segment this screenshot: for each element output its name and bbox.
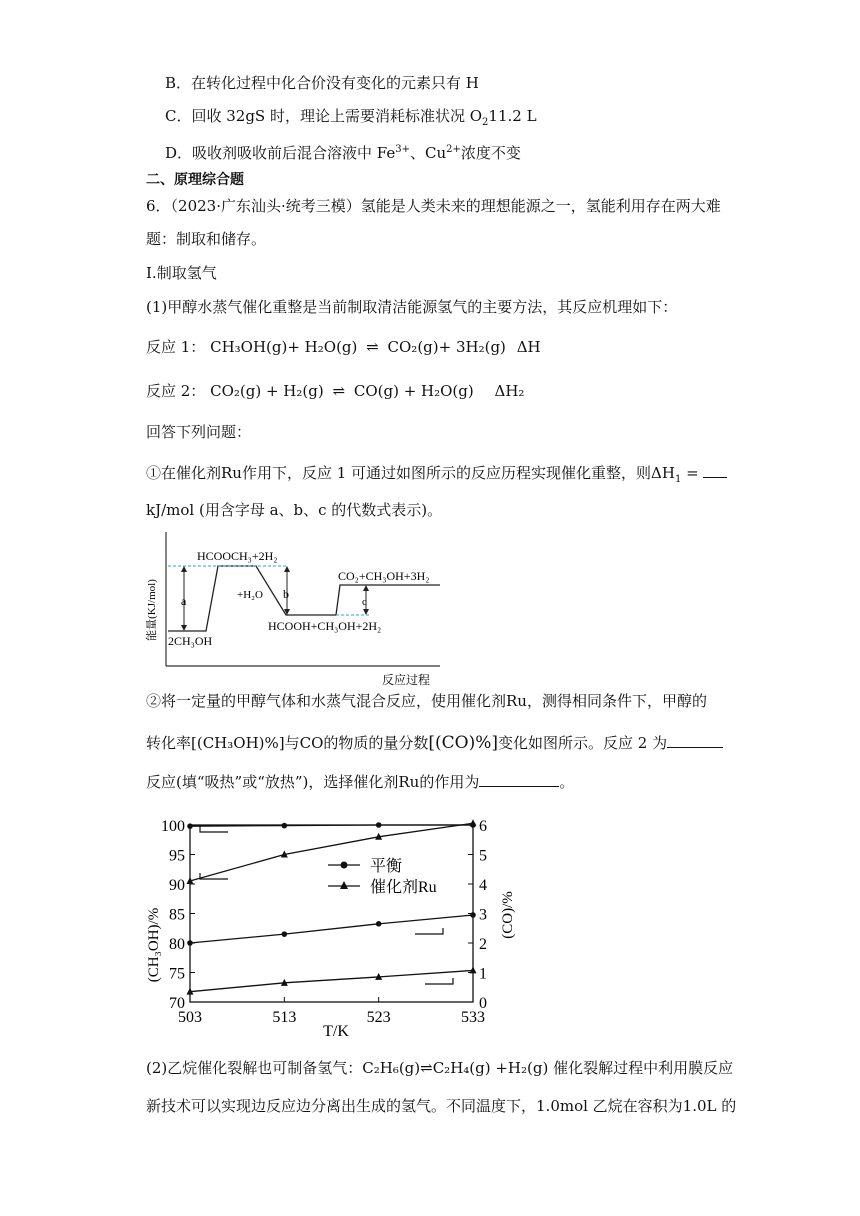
q1a-eq: =: [681, 464, 704, 482]
q1b-line-1: ②将一定量的甲醇气体和水蒸气混合反应，使用催化剂Ru，测得相同条件下，甲醇的: [146, 692, 707, 710]
right-axis-arrow-icon: [425, 978, 453, 984]
option-c-post: 11.2 L: [488, 107, 537, 125]
q1b-text-c: 变化如图所示。反应 2 为: [498, 734, 668, 752]
state-label-2: HCOOCH₃+2H₂: [197, 549, 278, 563]
chart-ylabel-left: (CH₃OH)/%: [146, 907, 162, 983]
series-line: [190, 915, 473, 943]
gap-label-b: b: [283, 587, 289, 601]
reaction-1-label: 反应 1：: [146, 338, 206, 356]
reaction-1-left: CH₃OH(g)+ H₂O(g): [210, 338, 358, 356]
q1a-line-1: [146, 463, 727, 490]
answer-blank-3[interactable]: [479, 772, 559, 787]
series-line: [190, 970, 473, 991]
q1b-line-3: [146, 772, 574, 792]
gap-label-a: a: [181, 594, 187, 608]
chart-ylabel-right: (CO)/%: [500, 891, 516, 939]
left-tick-label: 80: [169, 936, 185, 953]
q1a-sub: 1: [674, 474, 682, 485]
question-stem-2: 题：制取和储存。: [146, 230, 267, 248]
left-tick-label: 85: [169, 906, 185, 924]
part-i-heading: I.制取氢气: [146, 264, 217, 282]
legend-label-equilibrium: 平衡: [370, 858, 403, 875]
reaction-2: [146, 381, 524, 401]
right-tick-label: 5: [479, 847, 487, 865]
energy-ylabel: 能量(KJ/mol): [146, 579, 158, 641]
q2-line-1: (2)乙烷催化裂解也可制备氢气：C₂H₆(g)⇌C₂H₄(g) +H₂(g) 催化裂解过程中利用膜反应: [146, 1059, 734, 1077]
q1a-line-2: kJ/mol (用含字母 a、b、c 的代数式表示)。: [146, 501, 443, 519]
legend-triangle-marker: [340, 881, 348, 889]
option-d-post: 浓度不变: [460, 144, 521, 162]
q2-line-2: 新技术可以实现边反应边分离出生成的氢气。不同温度下，1.0mol 乙烷在容积为1.0L 的: [146, 1097, 737, 1115]
data-point: [470, 819, 477, 826]
left-tick-label: 75: [169, 965, 185, 983]
q1b-text-b: [(CO)%]: [428, 733, 499, 753]
left-tick-label: 90: [169, 877, 185, 894]
left-tick-label: 100: [161, 818, 185, 835]
left-axis-arrow-icon: [200, 826, 228, 832]
legend-circle-marker: [341, 862, 348, 869]
x-tick-label: 513: [272, 1009, 297, 1026]
section-heading: 二、原理综合题: [146, 172, 244, 188]
energy-xlabel: 反应过程: [382, 673, 431, 687]
equilibrium-arrow-icon: ⇌: [332, 382, 346, 400]
q1b-line-2: [146, 733, 723, 753]
option-c-sub: 2: [482, 117, 489, 128]
option-c: [165, 106, 537, 133]
right-tick-label: 2: [479, 936, 487, 953]
reaction-1-dh: ΔH: [516, 338, 541, 356]
q1-intro: (1)甲醇水蒸气催化重整是当前制取清洁能源氢气的主要方法，其反应机理如下：: [146, 298, 678, 316]
x-tick-label: 503: [178, 1009, 202, 1026]
left-tick-label: 95: [169, 847, 185, 865]
answer-blank-2[interactable]: [667, 733, 723, 748]
gap-label-c: c: [362, 596, 367, 608]
option-d-mid: 、Cu: [410, 144, 447, 162]
reaction-1-right: CO₂(g)+ 3H₂(g): [387, 338, 506, 356]
option-c-pre: C．回收 32gS 时，理论上需要消耗标准状况 O: [165, 107, 483, 125]
q1b-text-e: 。: [559, 773, 575, 791]
reaction-2-label: 反应 2：: [146, 382, 206, 400]
right-tick-label: 1: [479, 965, 487, 983]
h2o-label: +H₂O: [237, 589, 263, 601]
option-d-sup2: 2+: [446, 144, 461, 155]
data-point: [376, 822, 382, 828]
q1b-text-d: 反应(填“吸热”或“放热”)，选择催化剂Ru的作用为: [146, 773, 480, 791]
q1b-text-a: 转化率[(CH₃OH)%]与CO的物质的量分数: [146, 734, 429, 752]
state-label-4: CO₂+CH₃OH+3H₂: [338, 569, 430, 583]
conversion-chart: [140, 805, 525, 1037]
energy-diagram: [140, 528, 450, 703]
data-point: [282, 823, 288, 829]
option-d-sup1: 3+: [395, 144, 411, 155]
legend-label-catalyst: 催化剂Ru: [370, 879, 437, 896]
answer-blank-1[interactable]: [703, 463, 727, 478]
option-b: B．在转化过程中化合价没有变化的元素只有 H: [165, 74, 479, 92]
answer-prompt: 回答下列问题：: [146, 423, 252, 441]
right-axis-arrow-icon: [415, 928, 443, 934]
data-point: [187, 940, 193, 946]
question-stem-1: 6．（2023·广东汕头·统考三模）氢能是人类未来的理想能源之一，氢能利用存在两大难: [146, 197, 721, 215]
left-tick-label: 70: [169, 995, 185, 1012]
right-tick-label: 4: [479, 877, 487, 894]
right-tick-label: 6: [479, 818, 487, 835]
right-tick-label: 0: [479, 995, 487, 1012]
series-line: [190, 823, 473, 881]
data-point: [470, 966, 477, 973]
data-point: [282, 931, 288, 937]
data-point: [470, 912, 476, 918]
reaction-2-right: CO(g) + H₂O(g): [353, 382, 474, 400]
option-d: [165, 140, 521, 163]
plot-frame: [190, 825, 473, 1002]
state-label-1: 2CH₃OH: [168, 634, 213, 648]
x-tick-label: 523: [366, 1009, 391, 1026]
reaction-2-dh: ΔH₂: [494, 382, 525, 400]
q1a-text: ①在催化剂Ru作用下，反应 1 可通过如图所示的反应历程实现催化重整，则ΔH: [146, 464, 675, 482]
right-tick-label: 3: [479, 906, 487, 924]
data-point: [187, 823, 193, 829]
option-d-pre: D．吸收剂吸收前后混合溶液中 Fe: [165, 144, 396, 162]
reaction-1: [146, 337, 541, 357]
chart-xlabel: T/K: [323, 1023, 349, 1037]
x-tick-label: 533: [461, 1009, 485, 1026]
data-point: [376, 921, 382, 927]
equilibrium-arrow-icon: ⇌: [366, 338, 379, 356]
reaction-2-left: CO₂(g) + H₂(g): [210, 382, 324, 400]
state-label-3: HCOOH+CH₃OH+2H₂: [268, 619, 382, 633]
